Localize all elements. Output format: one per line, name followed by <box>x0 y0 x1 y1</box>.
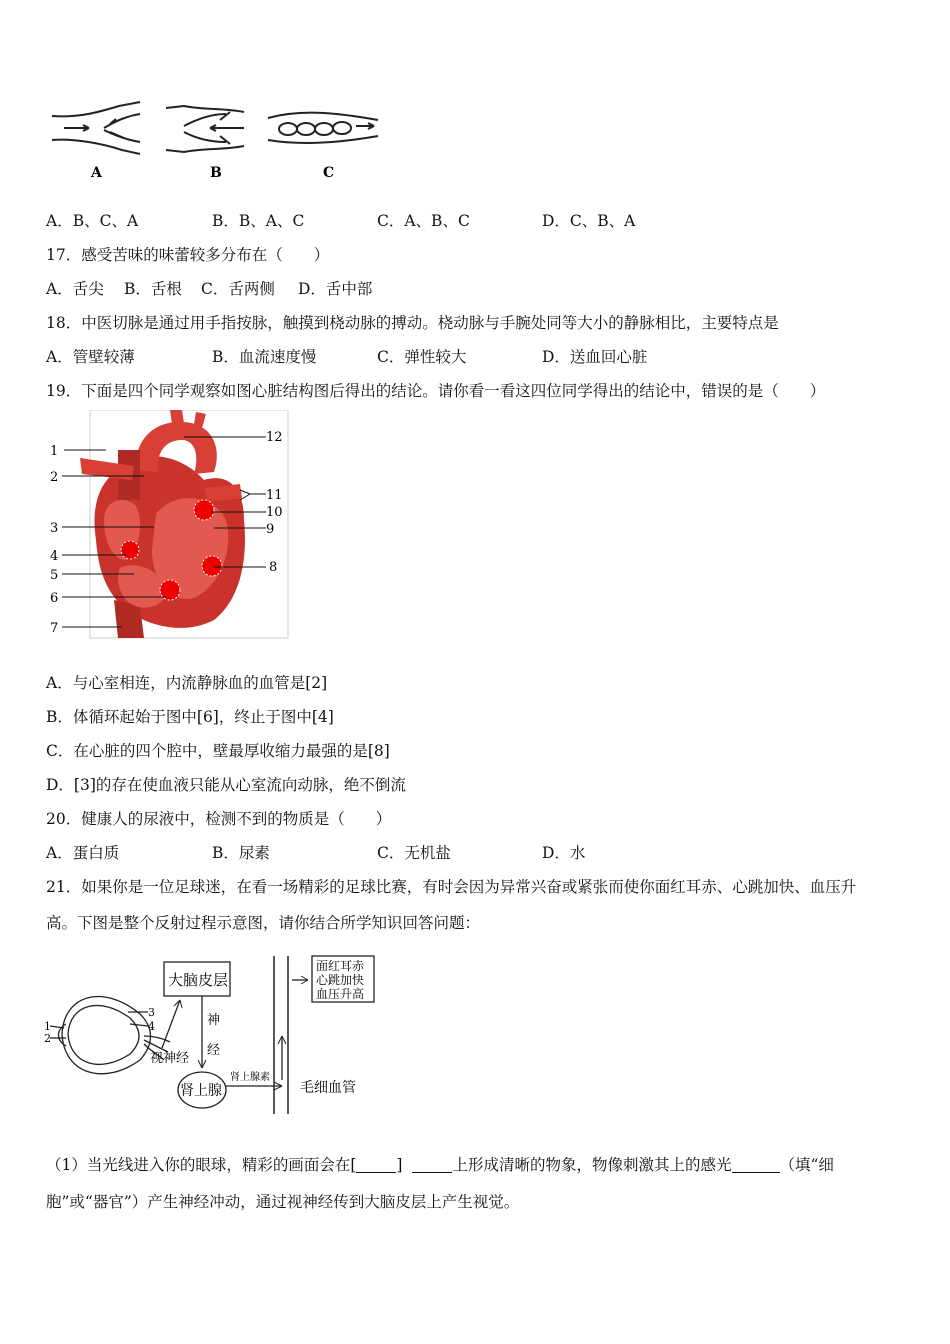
q20-option-c: C．无机盐 <box>377 844 451 862</box>
eye-label-3: 3 <box>148 1006 155 1019</box>
q17-option-c: C．舌两侧 <box>201 280 275 298</box>
q21-stem-line1: 21．如果你是一位足球迷，在看一场精彩的足球比赛，有时会因为异常兴奋或紧张而使你面红耳赤、心跳加快、血压升 <box>46 878 857 896</box>
vessel-label-a: A <box>91 165 102 181</box>
q19-option-d: D．[3]的存在使血液只能从心室流向动脉，绝不倒流 <box>46 776 406 794</box>
effect-line-2: 心跳加快 <box>316 973 365 987</box>
q19-option-a: A．与心室相连，内流静脉血的血管是[2] <box>46 674 328 692</box>
eye-label-4: 4 <box>148 1020 155 1033</box>
q16-option-d: D．C、B、A <box>542 212 636 230</box>
q18-option-c: C．弹性较大 <box>377 348 467 366</box>
q18-option-a: A．管壁较薄 <box>46 348 135 366</box>
capillary-label: 毛细血管 <box>300 1080 356 1096</box>
q21-sub1-text-c: 上形成清晰的物象，物像刺激其上的感光 <box>452 1156 732 1174</box>
q21-blank-receptor[interactable] <box>732 1156 780 1173</box>
heart-label-4: 4 <box>50 549 59 564</box>
q20-option-b: B．尿素 <box>212 844 270 862</box>
q17-stem: 17．感受苦味的味蕾较多分布在（ ） <box>46 246 330 264</box>
vessel-label-b: B <box>210 165 222 181</box>
q21-sub1-text-d: （填“细 <box>779 1156 834 1174</box>
q19-option-b: B．体循环起始于图中[6]，终止于图中[4] <box>46 708 334 726</box>
effect-line-1: 面红耳赤 <box>316 959 365 973</box>
q20-option-d: D．水 <box>542 844 586 862</box>
heart-label-11: 11 <box>266 488 283 503</box>
q19-option-c: C．在心脏的四个腔中，壁最厚收缩力最强的是[8] <box>46 742 390 760</box>
reflex-diagram <box>44 944 384 1116</box>
q21-stem-line2: 高。下图是整个反射过程示意图，请你结合所学知识回答问题： <box>46 914 481 932</box>
q17-option-d: D．舌中部 <box>298 280 373 298</box>
q18-stem: 18．中医切脉是通过用手指按脉，触摸到桡动脉的搏动。桡动脉与手腕处同等大小的静脉相比，主要特点是 <box>46 314 779 332</box>
heart-label-1: 1 <box>50 444 59 459</box>
q21-sub1-line2: 胞”或“器官”）产生神经冲动，通过视神经传到大脑皮层上产生视觉。 <box>46 1193 520 1211</box>
heart-label-12: 12 <box>266 430 283 445</box>
nerve-char-2: 经 <box>207 1043 221 1058</box>
q19-stem: 19．下面是四个同学观察如图心脏结构图后得出的结论。请你看一看这四位同学得出的结论中，错误的是（ ） <box>46 382 826 400</box>
effect-line-3: 血压升高 <box>316 987 365 1001</box>
blood-vessel-figure <box>44 98 389 186</box>
q18-option-b: B．血流速度慢 <box>212 348 317 366</box>
vessel-label-c: C <box>323 165 335 181</box>
heart-label-8: 8 <box>269 560 278 575</box>
heart-label-7: 7 <box>50 621 59 636</box>
q21-sub1-text-a: （1）当光线进入你的眼球，精彩的画面会在[ <box>46 1156 357 1174</box>
q16-option-c: C．A、B、C <box>377 212 470 230</box>
q16-option-a: A．B、C、A <box>46 212 139 230</box>
q16-option-b: B．B、A、C <box>212 212 305 230</box>
heart-label-6: 6 <box>50 591 59 606</box>
q21-sub1-line1 <box>46 1155 834 1175</box>
q18-option-d: D．送血回心脏 <box>542 348 648 366</box>
q17-option-b: B．舌根 <box>124 280 182 298</box>
q21-blank-number[interactable] <box>356 1156 396 1173</box>
heart-structure-figure <box>44 410 294 640</box>
heart-label-5: 5 <box>50 568 59 583</box>
adrenal-label: 肾上腺 <box>180 1083 222 1099</box>
q21-sub1-text-b: ] <box>396 1156 403 1174</box>
optic-nerve-label: 视神经 <box>150 1051 190 1066</box>
q20-option-a: A．蛋白质 <box>46 844 120 862</box>
heart-label-3: 3 <box>50 521 59 536</box>
eye-label-2: 2 <box>44 1032 51 1045</box>
heart-label-9: 9 <box>266 522 275 537</box>
heart-label-2: 2 <box>50 470 59 485</box>
hormone-label: 肾上腺素 <box>230 1072 270 1083</box>
nerve-char-1: 神 <box>207 1013 221 1028</box>
eye-label-1: 1 <box>44 1020 51 1033</box>
cortex-label: 大脑皮层 <box>168 971 229 989</box>
heart-label-10: 10 <box>266 505 283 520</box>
q20-stem: 20．健康人的尿液中，检测不到的物质是（ ） <box>46 810 392 828</box>
q21-blank-structure[interactable] <box>412 1156 452 1173</box>
q17-option-a: A．舌尖 <box>46 280 104 298</box>
